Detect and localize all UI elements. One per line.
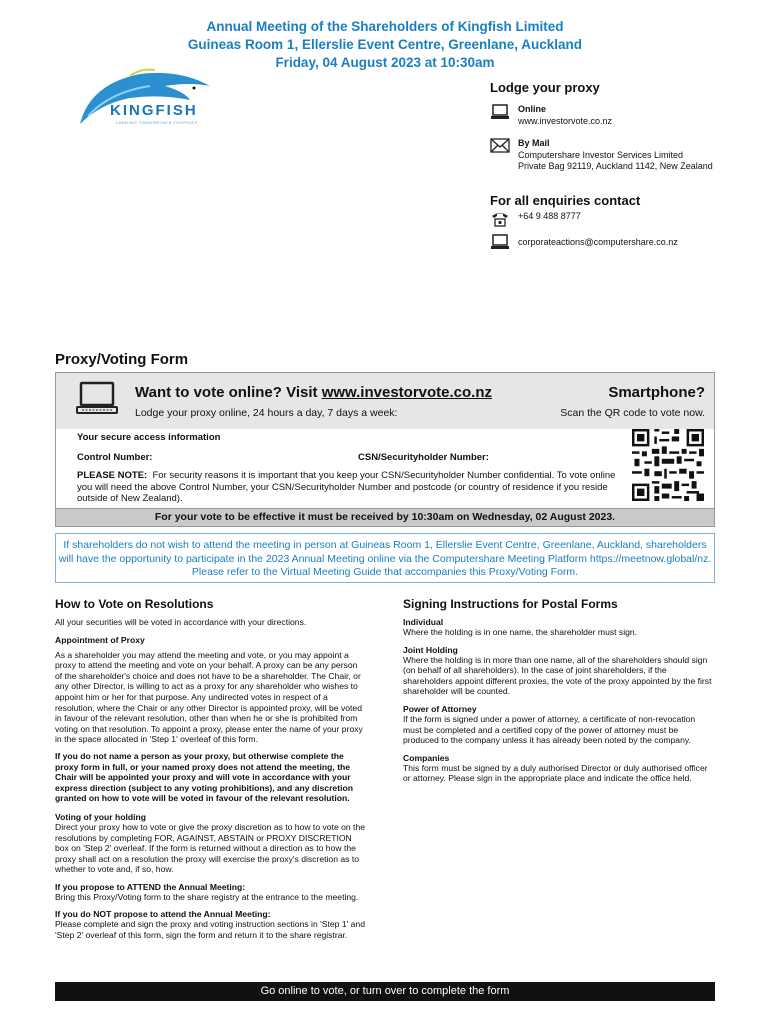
online-url[interactable]: www.investorvote.co.nz [518,115,613,126]
note-label: PLEASE NOTE: [77,470,148,481]
deadline-banner: For your vote to be effective it must be received by 10:30am on Wednesday, 02 August 2023. [55,508,715,527]
individual-text: Where the holding is in one name, the shareholder must sign. [403,627,638,637]
mail-line-2: Private Bag 92119, Auckland 1142, New Zealand [518,161,713,171]
form-title: Proxy/Voting Form [55,351,189,368]
smartphone-title: Smartphone? [608,384,705,401]
voting-holding-text: Direct your proxy how to vote or give the proxy discretion as to how to vote on the resolutions by completing FOR, AGAINST, ABSTAIN or PROXY DISCRETION box on 'Step 2' overleaf. If the form is returned without a direction as to how the proxy shall act on a resolution the proxy will exercise the proxy's discretion as to whether to vote and, if so, how. [55,821,366,875]
header-line-3: Friday, 04 August 2023 at 10:30am [275,55,495,70]
how-to-vote-heading: How to Vote on Resolutions [55,597,214,611]
how-to-vote-section [55,597,365,941]
vote-online-subtitle: Lodge your proxy online, 24 hours a day, 7 days a week: [135,407,398,419]
secure-access-heading: Your secure access information [77,432,221,443]
vote-online-title [135,384,492,401]
investorvote-link[interactable]: www.investorvote.co.nz [321,384,492,401]
companies-text: This form must be signed by a duly authorised Director or duly authorised officer or attorney. Please sign in the appropriate place and indicate the office held. [403,762,708,784]
voting-holding-heading: Voting of your holding [55,811,147,822]
signing-heading: Signing Instructions for Postal Forms [403,597,618,611]
lodge-proxy-heading: Lodge your proxy [490,80,600,95]
laptop-icon [76,381,118,415]
appointment-text: As a shareholder you may attend the meeting and vote, or you may appoint a proxy to attend the meeting and vote on your behalf. A proxy can be any person of the shareholder's choice and does not have to be a shareholder. The Chair, or any other Director, is willing to act as a proxy for any shareholder who wishes to appoint him or her for that purpose. Any undirected votes in respect of a resolution, where the Chair or any other Director is appointed proxy, will be voted in favour of the relevant resolution, other than when he or she is prohibited from voting on that resolution. To appoint a proxy, please enter the name of your proxy in the space allocated in 'Step 1' overleaf of this form. [55,649,363,745]
header-line-1: Annual Meeting of the Shareholders of Kingfish Limited [206,19,564,34]
online-contact [490,104,612,127]
qr-code-icon[interactable] [632,429,704,501]
signing-instructions-section [403,597,715,784]
computer-icon [490,104,510,120]
phone-number[interactable]: +64 9 488 8777 [518,211,581,221]
attend-heading: If you propose to ATTEND the Annual Meeting: [55,881,246,892]
online-label: Online [518,104,547,114]
vote-online-prefix: Want to vote online? Visit [135,384,322,401]
email-contact [490,234,678,250]
joint-text: Where the holding is in more than one name, all of the shareholders should sign (on behalf of all shareholders). In the case of joint shareholders, if the shareholders appoint different proxies, the vote of the proxy appointed by the first shareholder will be counted. [403,654,712,697]
virtual-meeting-note: If shareholders do not wish to attend the meeting in person at Guineas Room 1, Ellerslie Event Centre, Greenlane, Auckland, shareholders will have the opportunity to participate in the 2023 Annual Meeting online via the Computershare Meeting Platform https://meetnow.global/nz. Please refer to the Virtual Meeting Guide that accompanies this Proxy/Voting Form. [55,533,715,583]
default-proxy-text: If you do not name a person as your proxy, but otherwise complete the proxy form in full, or your named proxy does not attend the meeting, the Chair will be appointed your proxy and will vote in accordance with your express direction (subject to any voting prohibitions), and any discretion granted on how to vote will be voted in favour of the relevant resolution. [55,750,353,804]
appointment-heading: Appointment of Proxy [55,634,145,645]
individual-heading: Individual [403,617,444,627]
control-number-label: Control Number: [77,452,153,463]
footer-banner: Go online to vote, or turn over to complete the form [55,982,715,1001]
note-text: For security reasons it is important that you keep your CSN/Securityholder Number confidential. To vote online you will need the above Control Number, your CSN/Securityholder Number and postcode (or country of residence if you reside outside of New Zealand). [77,470,616,504]
phone-icon [490,211,510,227]
smartphone-subtitle: Scan the QR code to vote now. [560,407,705,419]
poa-heading: Power of Attorney [403,703,477,714]
security-note [77,470,622,505]
mail-label: By Mail [518,138,550,148]
attend-text: Bring this Proxy/Voting form to the share registry at the entrance to the meeting. [55,891,359,902]
how-to-vote-intro: All your securities will be voted in accordance with your directions. [55,617,307,627]
csn-label: CSN/Securityholder Number: [358,452,489,463]
companies-heading: Companies [403,752,450,763]
mail-line-1: Computershare Investor Services Limited [518,149,684,160]
not-attend-heading: If you do NOT propose to attend the Annual Meeting: [55,909,271,920]
mail-contact [490,138,713,173]
enquiries-heading: For all enquiries contact [490,193,641,208]
header-line-2: Guineas Room 1, Ellerslie Event Centre, Greenlane, Auckland [187,37,583,52]
poa-text: If the form is signed under a power of attorney, a certificate of non-revocation must be completed and a certified copy of the power of attorney must be produced to the company unless it has already been noted by the company. [403,713,696,746]
computer-icon [490,234,510,250]
email-address[interactable]: corporateactions@computershare.co.nz [518,237,678,247]
envelope-icon [490,138,510,154]
logo-tagline: LANDING TOMORROW'S TROPHIES [116,120,198,125]
not-attend-text: Please complete and sign the proxy and voting instruction sections in 'Step 1' and 'Step 2' overleaf of this form, sign the form and return it to the share registrar. [55,919,365,941]
phone-contact [490,211,581,227]
logo-wordmark: KINGFISH [110,102,198,119]
joint-heading: Joint Holding [403,644,458,655]
